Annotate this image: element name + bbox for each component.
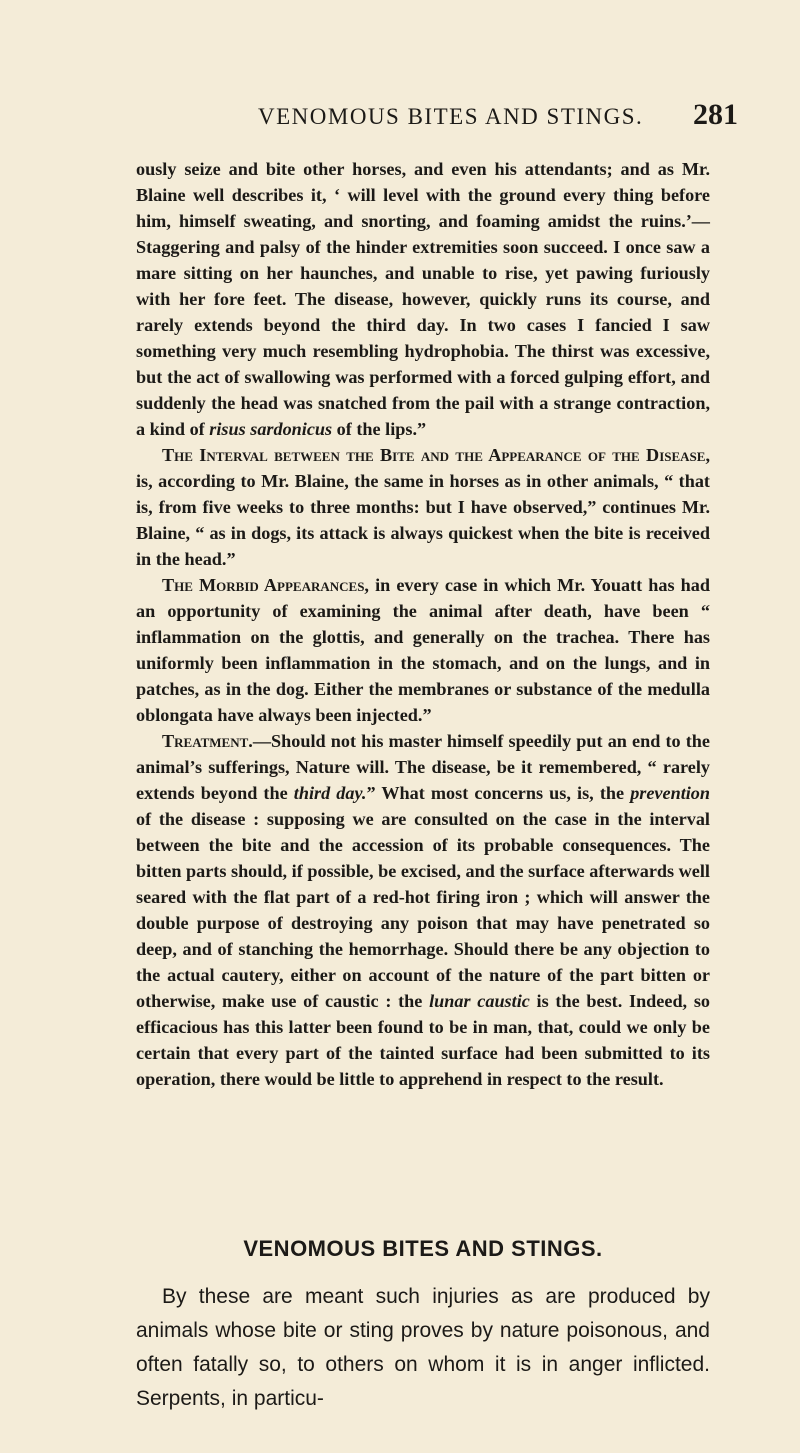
page-number: 281 — [693, 98, 738, 131]
paragraph-text: —Should not his master himself speedily put an end to the animal’s sufferings, Nature will. The disease, be it remembered, “ rarely extends beyond the — [136, 731, 710, 803]
paragraph-text: in every case in which Mr. Youatt has had an opportunity of examining the animal after death, have been “ inflammation on the glottis, and generally on the trachea. There has uniformly been inflammation in the stomach, and on the lungs, and in patches, as in the dog. Either the membranes or substance of the medulla oblongata have always been injected.” — [136, 575, 710, 725]
body-text — [136, 156, 710, 1092]
running-title: VENOMOUS BITES AND STINGS. — [258, 104, 644, 129]
running-head — [0, 98, 800, 142]
paragraph-heading: The Interval between the Bite and the Appearance of the Disease, — [162, 445, 710, 465]
paragraph-treatment — [136, 728, 710, 1092]
paragraph-interval — [136, 442, 710, 572]
paragraph-text: of the disease : supposing we are consulted on the case in the interval between the bite and the accession of its probable consequences. The bitten parts should, if possible, be excised, and the surface afterwards well seared with the flat part of a red-hot firing iron ; which will answer the double purpose of destroying any poison that may have penetrated so deep, and of stanching the hemorrhage. Should there be any objection to the actual cautery, either on account of the nature of the part bitten or otherwise, make use of caustic : the — [136, 809, 710, 1011]
paragraph-text: ously seize and bite other horses, and even his attendants; and as Mr. Blaine well describes it, ‘ will level with the ground every thing before him, himself sweating, and snorting, and foaming amidst the ruins.’—Staggering and palsy of the hinder extremities soon succeed. I once saw a mare sitting on her haunches, and unable to rise, yet pawing furiously with her fore feet. The disease, however, quickly runs its course, and rarely extends beyond the third day. In two cases I fancied I saw something very much resembling hydrophobia. The thirst was excessive, but the act of swallowing was performed with a forced gulping effort, and suddenly the head was snatched from the pail with a strange contraction, a kind of — [136, 159, 710, 439]
paragraph-heading: Treatment. — [162, 731, 253, 751]
section-heading: VENOMOUS BITES AND STINGS. — [243, 1236, 603, 1261]
italic-phrase: third day. — [293, 783, 367, 803]
section-intro — [136, 1280, 710, 1416]
paragraph-text: ” What most concerns us, is, the — [366, 783, 631, 803]
paragraph-continuation — [136, 156, 710, 442]
paragraph-text: of the lips.” — [332, 419, 427, 439]
paragraph-text: is, according to Mr. Blaine, the same in horses as in other animals, “ that is, from five weeks to three months: but I have observed,” continues Mr. Blaine, “ as in dogs, its attack is always quickest when the bite is received in the head.” — [136, 471, 710, 569]
italic-phrase: risus sardonicus — [209, 419, 333, 439]
paragraph-text: is the best. Indeed, so efficacious has this latter been found to be in man, that, could we only be certain that every part of the tainted surface had been submitted to its operation, there would be little to apprehend in respect to the result. — [136, 991, 711, 1089]
paragraph-morbid-appearances — [136, 572, 710, 728]
italic-phrase: lunar caustic — [429, 991, 530, 1011]
italic-phrase: prevention — [630, 783, 711, 803]
paragraph-heading: The Morbid Appearances, — [162, 575, 369, 595]
intro-paragraph: By these are meant such injuries as are produced by animals whose bite or sting proves by nature poisonous, and often fatally so, to others on whom it is in anger inflicted. Serpents, in particu- — [136, 1285, 710, 1410]
